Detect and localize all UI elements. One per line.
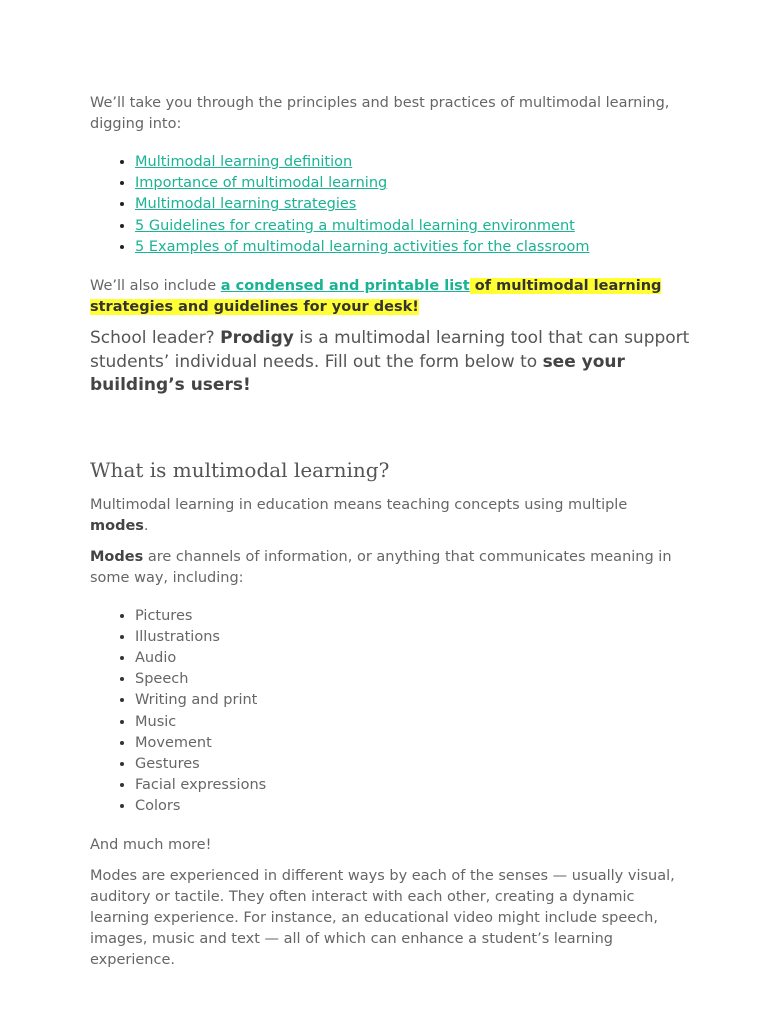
modes-term: Modes xyxy=(90,548,144,565)
toc-item xyxy=(135,216,690,237)
list-item: • Pictures xyxy=(135,606,690,627)
toc-item xyxy=(135,173,690,194)
printable-list-paragraph xyxy=(90,276,690,318)
toc-link-importance[interactable]: Importance of multimodal learning xyxy=(135,175,388,192)
article-body xyxy=(90,93,690,971)
toc-link-strategies[interactable]: Multimodal learning strategies xyxy=(135,196,357,213)
list-item: • Illustrations xyxy=(135,627,690,648)
modes-list xyxy=(90,606,690,818)
senses-paragraph: Modes are experienced in different ways by each of the senses — usually visual, auditory or tactile. They often interact with each other, creating a dynamic learning experience. For instance, an educational video might include speech, images, music and text — all of which can enhance a student’s learning experience. xyxy=(90,867,675,968)
toc-item xyxy=(135,194,690,215)
modes-paragraph xyxy=(90,547,690,589)
callout-prefix: School leader? xyxy=(90,328,221,349)
definition-paragraph xyxy=(90,495,690,537)
callout-cta: see your building’s users! xyxy=(90,351,625,396)
list-item: • Speech xyxy=(135,669,690,690)
brand-name: Prodigy xyxy=(220,328,294,349)
list-item: • Audio xyxy=(135,648,690,669)
callout-middle: is a multimodal learning tool that can support students’ individual needs. Fill out the form below to xyxy=(90,328,690,372)
definition-prefix: Multimodal learning in education means teaching concepts using multiple xyxy=(90,496,628,513)
definition-suffix: . xyxy=(143,517,149,534)
and-more-text: And much more! xyxy=(90,836,212,853)
highlighted-text: of multimodal learning strategies and guidelines for your desk! xyxy=(90,278,662,316)
table-of-contents xyxy=(90,152,690,258)
definition-bold: modes xyxy=(90,517,144,534)
toc-link-guidelines[interactable]: 5 Guidelines for creating a multimodal learning environment xyxy=(135,217,575,234)
printable-list-link[interactable]: a condensed and printable list xyxy=(220,278,470,295)
toc-link-definition[interactable]: Multimodal learning definition xyxy=(135,154,353,170)
intro-paragraph: We’ll take you through the principles and best practices of multimodal learning, digging into: xyxy=(90,95,670,132)
list-item: • Colors xyxy=(135,796,690,817)
section-heading: What is multimodal learning? xyxy=(90,457,390,482)
printable-list-prefix: We’ll also include xyxy=(90,278,221,295)
list-item: • Writing and print xyxy=(135,690,690,711)
toc-item xyxy=(135,152,690,173)
modes-text: are channels of information, or anything that communicates meaning in some way, including: xyxy=(90,548,672,586)
list-item: • Movement xyxy=(135,733,690,754)
toc-link-examples[interactable]: 5 Examples of multimodal learning activities for the classroom xyxy=(135,238,590,255)
list-item: • Facial expressions xyxy=(135,775,690,796)
list-item: • Music xyxy=(135,712,690,733)
toc-item xyxy=(135,237,690,258)
list-item: • Gestures xyxy=(135,754,690,775)
school-leader-callout xyxy=(90,327,690,398)
